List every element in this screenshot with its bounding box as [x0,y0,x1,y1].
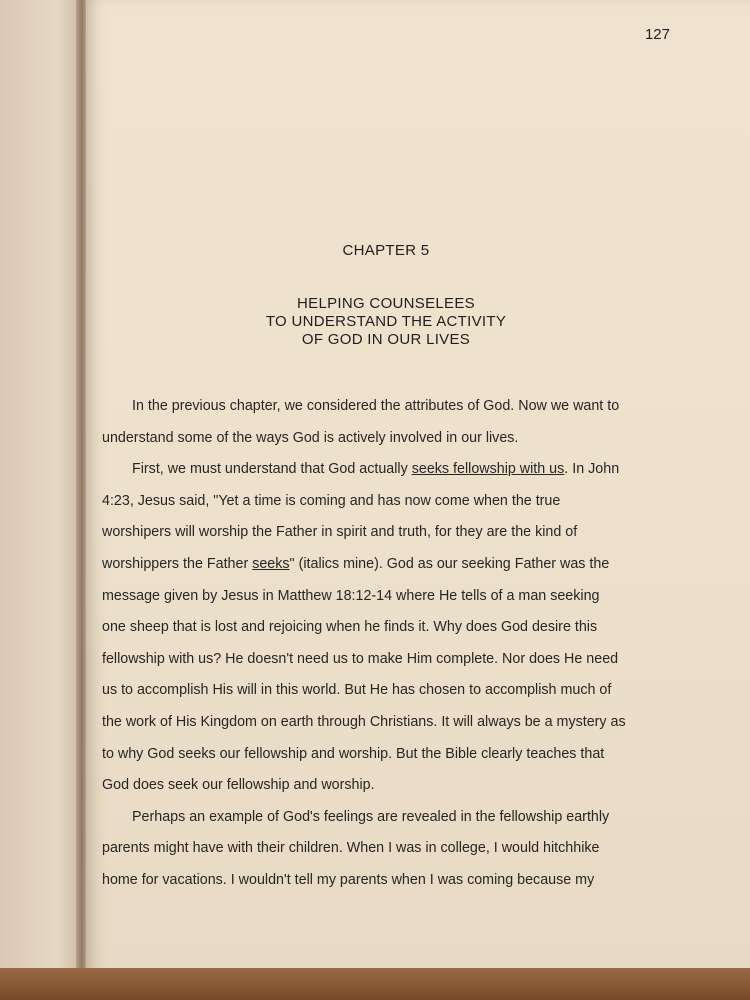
text-span: First, we must understand that God actually [132,461,412,478]
text-line: us to accomplish His will in this world. But He has chosen to accomplish much of [102,682,612,699]
text-line: Perhaps an example of God's feelings are revealed in the fellowship earthly [132,808,610,825]
body-text [102,398,682,904]
text-line: one sheep that is lost and rejoicing when he finds it. Why does God desire this [102,619,598,636]
facing-page [0,0,82,1000]
text-line [102,556,682,588]
book-page [86,0,750,980]
text-line: worshipers will worship the Father in spirit and truth, for they are the kind of [102,524,578,541]
chapter-title-line: HELPING COUNSELEES [297,295,475,312]
text-line: understand some of the ways God is actively involved in our lives. [102,429,519,446]
underlined-word: seeks [252,555,290,572]
text-line: message given by Jesus in Matthew 18:12-14 where He tells of a man seeking [102,587,600,604]
chapter-title [86,295,686,349]
text-line: God does seek our fellowship and worship. [102,777,375,794]
underlined-phrase: seeks fellowship with us [411,461,565,478]
text-line: fellowship with us? He doesn't need us to make Him complete. Nor does He need [102,650,619,667]
text-span: worshippers the Father [102,555,253,572]
text-line: 4:23, Jesus said, "Yet a time is coming and has now come when the true [102,492,561,509]
text-span: " (italics mine). God as our seeking Father was the [289,555,610,572]
table-surface [0,968,750,1000]
chapter-title-line: TO UNDERSTAND THE ACTIVITY [265,313,507,330]
text-line [102,461,682,493]
chapter-heading: CHAPTER 5 [342,242,430,259]
text-line: to why God seeks our fellowship and worship. But the Bible clearly teaches that [102,745,605,762]
text-line: parents might have with their children. When I was in college, I would hitchhike [102,840,600,857]
text-line: the work of His Kingdom on earth through Christians. It will always be a mystery as [102,713,626,730]
chapter-title-line: OF GOD IN OUR LIVES [301,331,471,348]
text-span: . In John [564,461,620,478]
text-line: home for vacations. I wouldn't tell my parents when I was coming because my [102,871,595,888]
text-line: In the previous chapter, we considered the attributes of God. Now we want to [132,398,620,414]
page-number: 127 [644,26,670,43]
